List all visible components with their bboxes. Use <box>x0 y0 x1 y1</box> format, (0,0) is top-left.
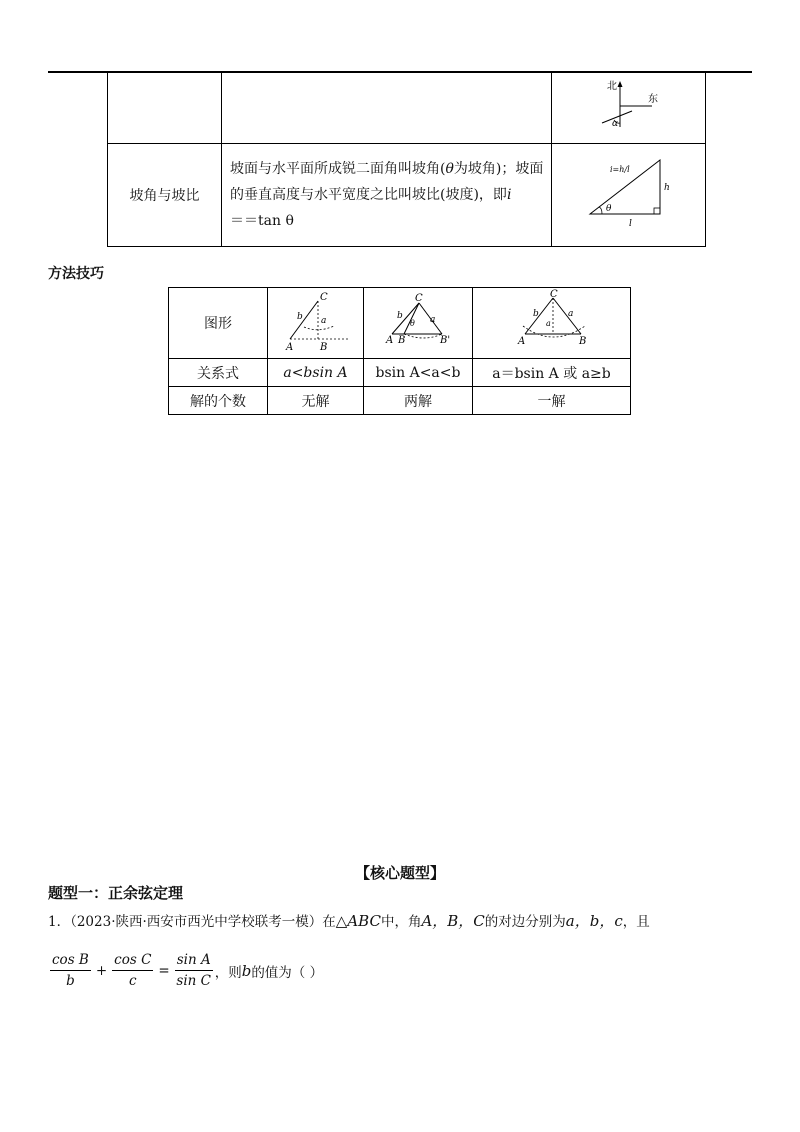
east-label: 东 <box>648 94 658 105</box>
denominator: b <box>66 973 75 989</box>
triangle-symbol: △ABC <box>335 912 381 930</box>
side-b: b <box>397 311 403 321</box>
side-a: a <box>321 316 327 326</box>
row-label: 关系式 <box>169 359 268 387</box>
vertex-c: C <box>415 293 423 304</box>
definition-table <box>107 72 706 247</box>
relation-cell: a<bsin A <box>268 359 364 387</box>
question-1-stem <box>48 910 650 931</box>
theta-label: θ <box>606 204 612 214</box>
direction-angle-diagram <box>552 73 705 139</box>
vertex-a: A <box>518 336 526 347</box>
table-row <box>169 387 631 415</box>
solution-count-cell: 无解 <box>268 387 364 415</box>
denominator: c <box>129 973 137 989</box>
angle-symbols: A，B，C <box>421 912 485 930</box>
slope-triangle-diagram <box>552 144 705 242</box>
side-a: a <box>568 309 574 319</box>
empty-cell <box>108 73 222 144</box>
question-text: ，则 <box>214 964 242 981</box>
solution-count-cell: 一解 <box>473 387 631 415</box>
variable-b: b <box>241 961 252 980</box>
triangle-figure-no-solution <box>268 288 363 354</box>
question-type-heading: 题型一：正余弦定理 <box>48 884 184 902</box>
core-section-title: 【核心题型】 <box>354 864 445 882</box>
row-label: 图形 <box>169 288 268 359</box>
ratio-label: i=h/l <box>610 165 630 174</box>
term-cell: 坡角与坡比 <box>108 144 222 247</box>
numerator: sin A <box>175 952 213 971</box>
plus-sign: + <box>95 962 108 979</box>
vertex-c: C <box>550 289 558 300</box>
figure-one-solution <box>473 288 631 359</box>
section-label: 方法技巧 <box>48 266 104 282</box>
numerator: cos B <box>50 952 91 971</box>
vertex-c: C <box>320 292 328 303</box>
desc-text: 坡面与水平面所成锐二面角叫坡角( <box>230 161 446 177</box>
equals-sign: = <box>158 962 170 979</box>
question-source: （2023·陕西·西安市西光中学校联考一模）在 <box>70 914 336 930</box>
solution-count-cell: 两解 <box>364 387 473 415</box>
question-text: 的对边分别为 <box>484 914 566 930</box>
height-label: h <box>664 183 670 193</box>
table-row <box>169 288 631 359</box>
figure-two-solutions <box>364 288 473 359</box>
vertex-b: B <box>398 335 406 346</box>
slope-diagram-cell <box>552 144 706 247</box>
vertex-b: B <box>579 336 587 347</box>
table-row <box>169 359 631 387</box>
i-symbol: i <box>506 187 512 203</box>
altitude-label: a <box>546 319 551 328</box>
north-label: 北 <box>607 81 617 92</box>
alpha-label: α <box>612 119 619 129</box>
relation-cell: a＝bsin A 或 a≥b <box>473 359 631 387</box>
table-row <box>108 144 706 247</box>
row-label: 解的个数 <box>169 387 268 415</box>
fraction <box>175 952 213 989</box>
theta-symbol: θ <box>445 161 454 177</box>
denominator: sin C <box>176 973 211 989</box>
empty-cell <box>222 73 552 144</box>
vertex-a: A <box>386 335 394 346</box>
direction-diagram-cell <box>552 73 706 144</box>
question-number: 1． <box>48 914 71 930</box>
vertex-b-prime: B' <box>440 335 451 346</box>
question-text: 中，角 <box>380 914 422 930</box>
side-a: a <box>430 315 436 325</box>
method-table <box>168 287 631 415</box>
side-b: b <box>533 309 539 319</box>
fraction <box>50 952 91 989</box>
table-row <box>108 73 706 144</box>
figure-no-solution <box>268 288 364 359</box>
question-1-formula <box>48 952 323 989</box>
definition-text <box>222 144 552 247</box>
question-text: ，且 <box>622 914 650 930</box>
side-b: b <box>297 312 303 322</box>
vertex-a: A <box>286 342 294 353</box>
triangle-figure-one-solution <box>473 288 630 354</box>
vertex-b: B <box>320 342 328 353</box>
theta-label: θ <box>410 319 415 328</box>
relation-cell: bsin A<a<b <box>364 359 473 387</box>
answer-blank: 的值为（ ） <box>251 964 324 981</box>
desc-text: 为坡角)；坡面的垂直高度与水平宽度之比叫坡比(坡度)，即 <box>230 161 544 203</box>
length-label: l <box>629 219 632 229</box>
triangle-figure-two-solutions <box>364 288 472 354</box>
desc-text: ＝＝tan θ <box>230 213 294 229</box>
numerator: cos C <box>112 952 153 971</box>
side-symbols: a，b，c <box>565 912 623 930</box>
fraction <box>112 952 153 989</box>
